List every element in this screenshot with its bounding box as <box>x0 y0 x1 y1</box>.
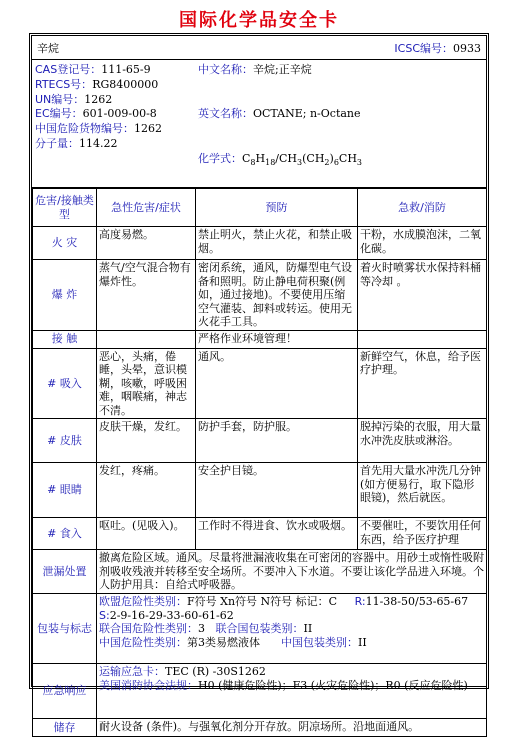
eu-classification-value: F符号 Xn符号 N符号 标记：C <box>187 595 338 608</box>
column-header-prevention: 预防 <box>196 189 358 227</box>
rtecs-value: RG8400000 <box>92 77 159 91</box>
formula-part: H <box>255 151 266 165</box>
formula-part: /CH <box>275 151 298 165</box>
emergency-row <box>33 664 487 719</box>
formula-part: (CH <box>302 151 325 165</box>
chinese-name-line <box>198 63 488 78</box>
identification-block <box>32 60 486 188</box>
eu-classification-line <box>99 595 484 609</box>
un-class-value: 3 <box>198 622 205 635</box>
packaging-category: 包装与标志 <box>33 594 97 664</box>
row-category: # 眼睛 <box>33 463 97 518</box>
hazard-table <box>32 188 487 737</box>
table-row <box>33 348 487 419</box>
emergency-category: 应急响应 <box>33 664 97 719</box>
names-right <box>198 63 488 170</box>
row-firstaid: 首先用大量水冲洗几分钟(如方便易行，取下隐形眼镜)，然后就医。 <box>358 463 487 518</box>
r-phrases-value: 11-38-50/53-65-67 <box>365 595 469 608</box>
table-row <box>33 330 487 348</box>
transport-card-line <box>99 665 484 679</box>
header-row <box>32 36 486 60</box>
column-header-hazard: 急性危害/症状 <box>97 189 196 227</box>
row-prevention: 防护手套，防护服。 <box>196 419 358 463</box>
storage-text: 耐火设备 (条件)。与强氧化剂分开存放。阴凉场所。沿地面通风。 <box>97 719 487 737</box>
row-prevention: 安全护目镜。 <box>196 463 358 518</box>
icsc-label: ICSC编号： <box>394 42 453 55</box>
icsc-value: 0933 <box>453 42 481 55</box>
formula-label: 化学式： <box>198 151 242 165</box>
un-line <box>35 93 200 108</box>
row-category: 爆 炸 <box>33 260 97 331</box>
cn-dangerous-goods-value: 1262 <box>134 122 162 136</box>
ec-label: EC编号： <box>35 107 83 121</box>
ec-line <box>35 107 200 122</box>
row-hazard <box>97 330 196 348</box>
column-header-firstaid: 急救/消防 <box>358 189 487 227</box>
un-classification-line <box>99 622 484 636</box>
formula-part: ) <box>329 151 334 165</box>
table-row <box>33 260 487 331</box>
formula-subscript: 8 <box>250 157 256 167</box>
table-row <box>33 227 487 260</box>
formula-part: CH <box>338 151 357 165</box>
un-pack-label: 联合国包装类别： <box>215 622 304 635</box>
cn-dangerous-goods-label: 中国危险货物编号： <box>35 122 134 136</box>
row-category: # 吸入 <box>33 348 97 419</box>
rtecs-line <box>35 78 200 93</box>
ec-value: 601-009-00-8 <box>82 107 157 121</box>
english-name-line <box>198 107 488 122</box>
cn-dangerous-goods-line <box>35 122 200 137</box>
row-hazard: 恶心，头痛，倦睡，头晕，意识模糊，咳嗽，呼吸困难，咽喉痛，神志不清。 <box>97 348 196 419</box>
spill-category: 泄漏处置 <box>33 550 97 594</box>
row-category: 火 灾 <box>33 227 97 260</box>
chemical-name: 辛烷 <box>37 42 59 55</box>
formula-subscript: 3 <box>356 157 363 167</box>
spill-text: 撤离危险区域。通风。尽量将泄漏液收集在可密闭的容器中。用砂土或惰性吸附剂吸收残液并转移至安全场所。不要冲入下水道。不要让该化学品进入环境。个人防护用具：自给式呼吸器。 <box>97 550 487 594</box>
cn-class-value: 第3类易燃液体 <box>187 635 260 649</box>
cas-line <box>35 63 200 78</box>
chinese-name-label: 中文名称： <box>198 63 253 76</box>
column-header-type: 危害/接触类型 <box>33 189 97 227</box>
formula-part: C <box>242 151 251 165</box>
packaging-row <box>33 594 487 664</box>
eu-classification-label: 欧盟危险性类别： <box>99 595 187 608</box>
table-row <box>33 518 487 550</box>
row-prevention: 工作时不得进食、饮水或吸烟。 <box>196 518 358 550</box>
storage-row <box>33 719 487 737</box>
row-hazard: 呕吐。(见吸入)。 <box>97 518 196 550</box>
un-pack-value: II <box>303 622 313 635</box>
row-category: 接 触 <box>33 330 97 348</box>
cn-classification-line <box>99 636 484 650</box>
un-value: 1262 <box>84 92 113 106</box>
chemical-formula <box>242 152 362 165</box>
cas-value: 111-65-9 <box>101 63 151 76</box>
s-phrases-label: S: <box>99 608 110 622</box>
identifiers-left <box>35 63 200 152</box>
cn-class-label: 中国危险性类别： <box>99 635 187 649</box>
row-hazard: 皮肤干燥，发红。 <box>97 419 196 463</box>
row-firstaid: 干粉，水成膜泡沫，二氧化碳。 <box>358 227 487 260</box>
molecular-weight-value: 114.22 <box>79 136 118 150</box>
spill-row <box>33 550 487 594</box>
formula-subscript: 18 <box>265 157 276 167</box>
formula-subscript: 6 <box>333 157 339 167</box>
s-phrases-value: 2-9-16-29-33-60-61-62 <box>109 608 234 622</box>
molecular-weight-label: 分子量： <box>35 136 79 150</box>
row-firstaid: 脱掉污染的衣服，用大量水冲洗皮肤或淋浴。 <box>358 419 487 463</box>
emergency-text <box>97 664 487 719</box>
row-hazard: 高度易燃。 <box>97 227 196 260</box>
english-name-label: 英文名称： <box>198 106 253 120</box>
un-class-label: 联合国危险性类别： <box>99 622 198 635</box>
table-header-row <box>33 189 487 227</box>
nfpa-line <box>99 679 484 693</box>
row-category: # 食入 <box>33 518 97 550</box>
cn-pack-label: 中国包装类别： <box>280 635 358 649</box>
packaging-text <box>97 594 487 664</box>
formula-line <box>198 152 488 171</box>
s-phrases-line <box>99 609 484 623</box>
formula-subscript: 3 <box>297 157 303 167</box>
card-title: 国际化学品安全卡 <box>179 10 339 31</box>
english-name-value: OCTANE; n-Octane <box>253 106 361 120</box>
table-row <box>33 419 487 463</box>
row-firstaid: 不要催吐，不要饮用任何东西，给予医疗护理 <box>358 518 487 550</box>
row-prevention: 通风。 <box>196 348 358 419</box>
row-prevention: 密闭系统，通风，防爆型电气设备和照明。防止静电荷积聚(例如，通过接地)。不要使用压缩空气灌装、卸料或转运。使用无火花手工具。 <box>196 260 358 331</box>
nfpa-value: H0 (健康危险性)；F3 (火灾危险性)；R0 (反应危险性) <box>198 678 468 692</box>
cn-pack-value: II <box>357 635 367 649</box>
card-frame <box>29 33 489 734</box>
row-firstaid: 着火时喷雾状水保持料桶等冷却 。 <box>358 260 487 331</box>
transport-card-value: TEC (R) -30S1262 <box>165 665 266 678</box>
storage-category: 储存 <box>33 719 97 737</box>
row-hazard: 发红，疼痛。 <box>97 463 196 518</box>
row-prevention: 禁止明火，禁止火花，和禁止吸烟。 <box>196 227 358 260</box>
cas-label: CAS登记号： <box>35 63 102 76</box>
un-label: UN编号： <box>35 92 85 106</box>
table-row <box>33 463 487 518</box>
nfpa-label: 美国消防协会法规： <box>99 678 198 692</box>
row-firstaid: 新鲜空气，休息，给予医疗护理。 <box>358 348 487 419</box>
transport-card-label: 运输应急卡： <box>99 665 165 678</box>
rtecs-label: RTECS号： <box>35 77 93 91</box>
r-phrases-label: R: <box>354 595 366 608</box>
formula-subscript: 2 <box>324 157 330 167</box>
row-hazard: 蒸气/空气混合物有爆炸性。 <box>97 260 196 331</box>
chinese-name-value: 辛烷;正辛烷 <box>253 63 312 76</box>
row-category: # 皮肤 <box>33 419 97 463</box>
row-firstaid <box>358 330 487 348</box>
icsc-number <box>394 40 481 56</box>
molecular-weight-line <box>35 137 200 152</box>
row-prevention: 严格作业环境管理！ <box>196 330 358 348</box>
